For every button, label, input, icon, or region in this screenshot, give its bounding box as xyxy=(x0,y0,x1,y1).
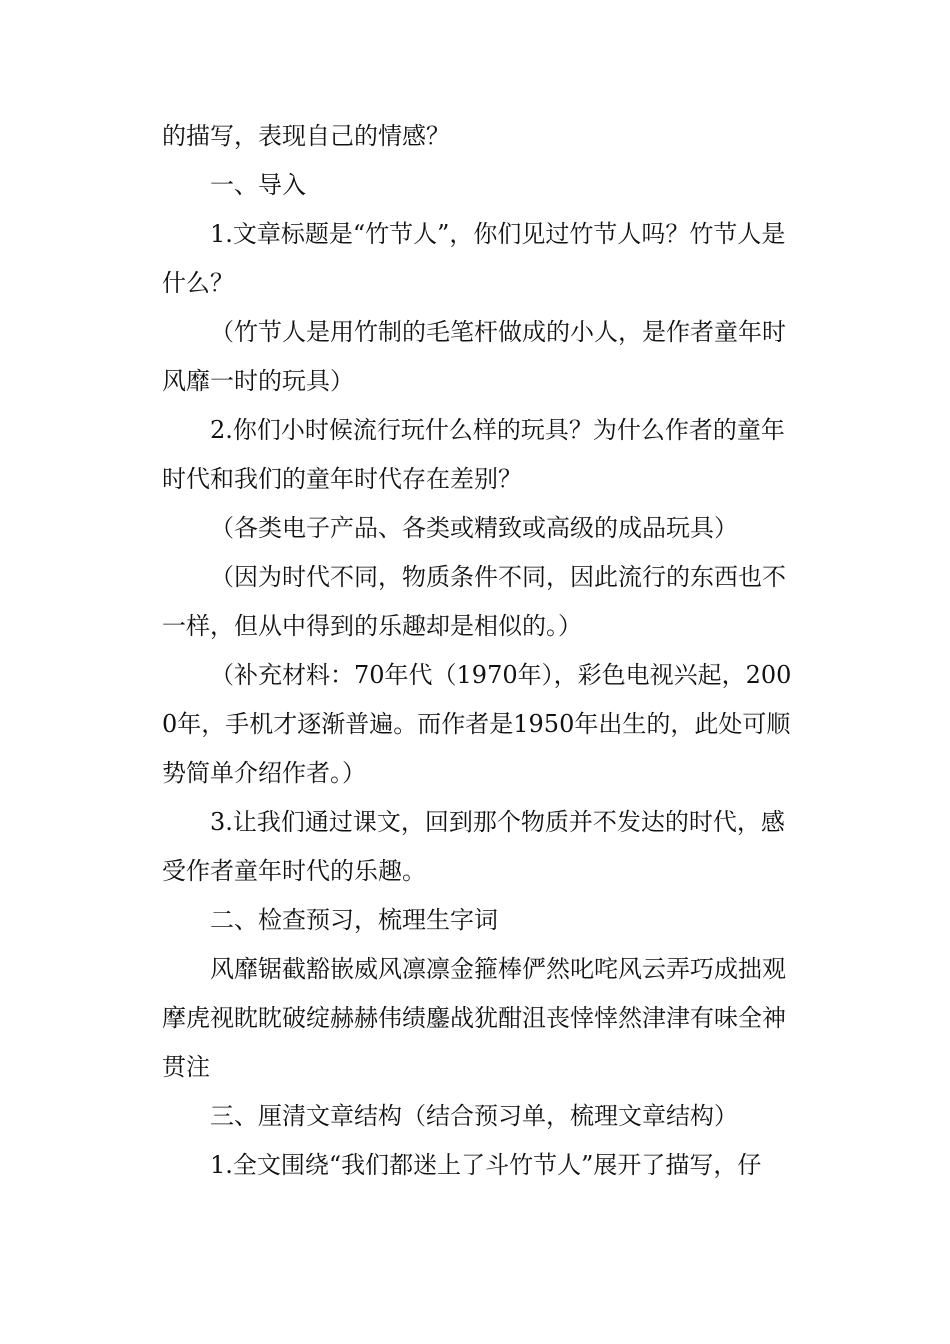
section-heading-intro: 一、导入 xyxy=(210,171,306,199)
question-3: 3.让我们通过课文，回到那个物质并不发达的时代，感受作者童年时代的乐趣。 xyxy=(162,808,785,885)
paragraph-continuation: 的描写，表现自己的情感？ xyxy=(162,122,450,150)
answer-2b: （因为时代不同，物质条件不同，因此流行的东西也不一样，但从中得到的乐趣却是相似的。） xyxy=(162,563,786,640)
answer-1: （竹节人是用竹制的毛笔杆做成的小人，是作者童年时风靡一时的玩具） xyxy=(162,318,786,395)
question-2: 2.你们小时候流行玩什么样的玩具？为什么作者的童年时代和我们的童年时代存在差别？ xyxy=(162,416,785,493)
section-heading-structure: 三、厘清文章结构（结合预习单，梳理文章结构） xyxy=(210,1102,738,1130)
section-heading-preview: 二、检查预习，梳理生字词 xyxy=(210,906,498,934)
document-body xyxy=(162,112,792,1190)
structure-item-1: 1.全文围绕“我们都迷上了斗竹节人”展开了描写，仔 xyxy=(210,1151,762,1179)
supplementary-material: （补充材料：70年代（1970年），彩色电视兴起，2000年，手机才逐渐普遍。而作者是1950年出生的，此处可顺势简单介绍作者。） xyxy=(162,661,792,787)
question-1: 1.文章标题是“竹节人”，你们见过竹节人吗？竹节人是什么？ xyxy=(162,220,786,297)
vocabulary-list: 风靡锯截豁嵌威风凛凛金箍棒俨然叱咤风云弄巧成拙观摩虎视眈眈破绽赫赫伟绩鏖战犹酣沮丧悻悻然津津有味全神贯注 xyxy=(162,955,786,1081)
answer-2a: （各类电子产品、各类或精致或高级的成品玩具） xyxy=(210,514,738,542)
